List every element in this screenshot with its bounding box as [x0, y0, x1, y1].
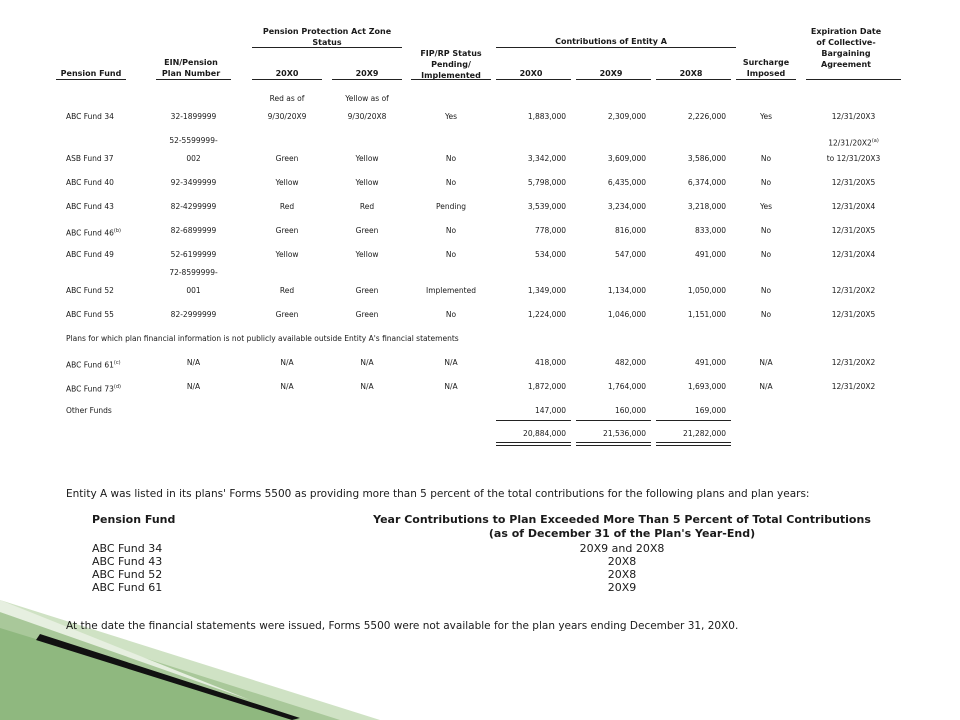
- table-row: [92, 555, 892, 568]
- header-c-20x9: 20X9: [599, 69, 623, 78]
- zone-20x9: Yellow: [355, 250, 379, 259]
- contrib-20x0: 1,349,000: [527, 286, 566, 295]
- contrib-20x8: 491,000: [694, 358, 726, 367]
- zone-20x9: Green: [355, 226, 379, 235]
- zone-20x9: Yellow: [355, 154, 379, 163]
- years-value: 20X9 and 20X8: [579, 542, 665, 555]
- contrib-20x0: 1,872,000: [527, 382, 566, 391]
- expiration: 12/31/20X5: [831, 226, 876, 235]
- contrib-20x8: 6,374,000: [687, 178, 726, 187]
- contrib-20x9: 2,309,000: [607, 112, 646, 121]
- paragraph-forms-5500: Entity A was listed in its plans' Forms 5500 as providing more than 5 percent of the total contributions for the following plans and plan years:: [66, 488, 810, 500]
- years-value: 20X8: [607, 555, 637, 568]
- contrib-20x8: 169,000: [694, 406, 726, 415]
- fip-status: N/A: [444, 382, 458, 391]
- surcharge: N/A: [759, 358, 773, 367]
- surcharge: No: [760, 250, 772, 259]
- fund-name: ABC Fund 40: [66, 178, 114, 187]
- zone-20x9: Red: [359, 202, 375, 211]
- contrib-20x9: 482,000: [614, 358, 646, 367]
- section-label: Plans for which plan financial information is not publicly available outside Entity A's financial statements: [66, 334, 459, 343]
- divider: [496, 420, 571, 421]
- surcharge: No: [760, 226, 772, 235]
- divider: [576, 445, 651, 446]
- fip-status: N/A: [444, 358, 458, 367]
- years-table-header: [92, 513, 892, 527]
- fip-status: No: [445, 154, 457, 163]
- header-expiration: Expiration Date of Collective-Bargaining Agreement: [810, 27, 882, 69]
- fund-name: ABC Fund 52: [66, 286, 114, 295]
- contrib-20x9: 160,000: [614, 406, 646, 415]
- contrib-20x9: 1,134,000: [607, 286, 646, 295]
- contrib-20x9: 547,000: [614, 250, 646, 259]
- expiration: 12/31/20X2: [831, 358, 876, 367]
- divider: [736, 79, 796, 80]
- fip-status: No: [445, 178, 457, 187]
- total-20x0: 20,884,000: [523, 429, 566, 438]
- contrib-20x0: 3,342,000: [527, 154, 566, 163]
- fund-name: ABC Fund 43: [66, 202, 114, 211]
- ein-cell-prefix: 52-5599999-: [169, 136, 218, 145]
- divider: [496, 79, 571, 80]
- surcharge: Yes: [759, 112, 773, 121]
- divider: [252, 79, 322, 80]
- contrib-20x9: 6,435,000: [607, 178, 646, 187]
- divider: [806, 79, 901, 80]
- zone-20x0: Green: [275, 226, 299, 235]
- zone-20x0: Yellow: [275, 250, 299, 259]
- fip-status: No: [445, 226, 457, 235]
- zone-20x9-note: Yellow as of: [345, 94, 389, 103]
- divider: [156, 79, 231, 80]
- divider: [656, 442, 731, 443]
- expiration: 12/31/20X3: [831, 112, 876, 121]
- expiration: 12/31/20X2: [831, 286, 876, 295]
- ein-cell: 52-6199999: [170, 250, 217, 259]
- contrib-20x9: 816,000: [614, 226, 646, 235]
- contrib-20x8: 2,226,000: [687, 112, 726, 121]
- contrib-20x9: 1,046,000: [607, 310, 646, 319]
- years-fund: ABC Fund 61: [92, 581, 163, 594]
- years-table-header-2: [92, 527, 892, 542]
- fund-name: Other Funds: [66, 406, 112, 415]
- contrib-20x0: 418,000: [534, 358, 566, 367]
- ein-cell: 32-1899999: [170, 112, 217, 121]
- contrib-20x0: 534,000: [534, 250, 566, 259]
- header-surcharge: Surcharge Imposed: [742, 58, 790, 78]
- contrib-20x8: 491,000: [694, 250, 726, 259]
- surcharge: No: [760, 286, 772, 295]
- zone-20x0: Red: [279, 286, 295, 295]
- divider: [496, 445, 571, 446]
- expiration-prefix: 12/31/20X2$^{(a)}$: [828, 138, 879, 148]
- surcharge: No: [760, 310, 772, 319]
- zone-20x0: Red: [279, 202, 295, 211]
- zone-20x9: N/A: [360, 382, 374, 391]
- contrib-20x9: 1,764,000: [607, 382, 646, 391]
- contrib-20x9: 3,234,000: [607, 202, 646, 211]
- contrib-20x8: 3,218,000: [687, 202, 726, 211]
- surcharge: N/A: [759, 382, 773, 391]
- zone-20x0: 9/30/20X9: [267, 112, 307, 121]
- fund-name: ABC Fund 55: [66, 310, 114, 319]
- surcharge: Yes: [759, 202, 773, 211]
- ein-cell: 002: [186, 154, 201, 163]
- header-pension-fund: Pension Fund: [60, 69, 122, 78]
- zone-20x0: Yellow: [275, 178, 299, 187]
- contrib-20x8: 3,586,000: [687, 154, 726, 163]
- divider: [656, 79, 731, 80]
- header-ppa-zone-status: Pension Protection Act Zone Status: [262, 27, 392, 47]
- contrib-20x0: 147,000: [534, 406, 566, 415]
- contrib-20x9: 3,609,000: [607, 154, 646, 163]
- contrib-20x0: 3,539,000: [527, 202, 566, 211]
- header-c-20x0: 20X0: [519, 69, 543, 78]
- contrib-20x8: 1,151,000: [687, 310, 726, 319]
- total-20x8: 21,282,000: [683, 429, 726, 438]
- total-20x9: 21,536,000: [603, 429, 646, 438]
- header-ppa-20x9: 20X9: [355, 69, 379, 78]
- expiration: 12/31/20X5: [831, 310, 876, 319]
- fund-name: ABC Fund 49: [66, 250, 114, 259]
- zone-20x0: N/A: [280, 382, 294, 391]
- expiration: 12/31/20X2: [831, 382, 876, 391]
- table-row: [92, 581, 892, 594]
- divider: [576, 442, 651, 443]
- contrib-20x0: 1,883,000: [527, 112, 566, 121]
- years-table: [92, 513, 892, 594]
- fip-status: Implemented: [426, 286, 476, 295]
- ein-cell-prefix: 72-8599999-: [169, 268, 218, 277]
- expiration: 12/31/20X5: [831, 178, 876, 187]
- divider: [411, 79, 491, 80]
- contrib-20x8: 1,693,000: [687, 382, 726, 391]
- ein-cell: 82-6899999: [170, 226, 217, 235]
- divider: [496, 47, 736, 48]
- header-c-20x8: 20X8: [679, 69, 703, 78]
- surcharge: No: [760, 178, 772, 187]
- divider: [332, 79, 402, 80]
- ein-cell: 92-3499999: [170, 178, 217, 187]
- zone-20x0: N/A: [280, 358, 294, 367]
- zone-20x9: Green: [355, 286, 379, 295]
- years-header-year-sub: (as of December 31 of the Plan's Year-End): [488, 527, 756, 540]
- divider: [252, 47, 402, 48]
- contrib-20x0: 778,000: [534, 226, 566, 235]
- fip-status: No: [445, 250, 457, 259]
- divider: [656, 420, 731, 421]
- fund-name: ABC Fund 34: [66, 112, 114, 121]
- header-fip-status: FIP/RP Status Pending/ Implemented: [420, 49, 482, 80]
- fund-name: ABC Fund 46$^{(b)}$: [66, 228, 121, 238]
- ein-cell: N/A: [186, 358, 201, 367]
- fip-status: Pending: [436, 202, 466, 211]
- divider: [576, 420, 651, 421]
- fund-name: ABC Fund 73$^{(d)}$: [66, 384, 121, 394]
- header-ein: EIN/Pension Plan Number: [161, 58, 221, 78]
- zone-20x0: Green: [275, 310, 299, 319]
- divider: [496, 442, 571, 443]
- zone-20x0-note: Red as of: [269, 94, 305, 103]
- zone-20x9: Yellow: [355, 178, 379, 187]
- ein-cell: 82-4299999: [170, 202, 217, 211]
- divider: [56, 79, 126, 80]
- years-fund: ABC Fund 34: [92, 542, 163, 555]
- header-ppa-20x0: 20X0: [275, 69, 299, 78]
- contrib-20x8: 1,050,000: [687, 286, 726, 295]
- zone-20x9: N/A: [360, 358, 374, 367]
- ein-cell: 82-2999999: [170, 310, 217, 319]
- surcharge: No: [760, 154, 772, 163]
- zone-20x0: Green: [275, 154, 299, 163]
- expiration: 12/31/20X4: [831, 250, 876, 259]
- contrib-20x8: 833,000: [694, 226, 726, 235]
- expiration: to 12/31/20X3: [826, 154, 881, 163]
- fip-status: No: [445, 310, 457, 319]
- contrib-20x0: 5,798,000: [527, 178, 566, 187]
- years-fund: ABC Fund 52: [92, 568, 163, 581]
- years-value: 20X8: [607, 568, 637, 581]
- fip-status: Yes: [444, 112, 458, 121]
- divider: [656, 445, 731, 446]
- table-row: [92, 542, 892, 555]
- zone-20x9: Green: [355, 310, 379, 319]
- divider: [576, 79, 651, 80]
- fund-name: ASB Fund 37: [66, 154, 114, 163]
- expiration: 12/31/20X4: [831, 202, 876, 211]
- table-row: [92, 568, 892, 581]
- fund-name: ABC Fund 61$^{(c)}$: [66, 360, 121, 370]
- years-fund: ABC Fund 43: [92, 555, 163, 568]
- years-value: 20X9: [607, 581, 637, 594]
- ein-cell: 001: [186, 286, 201, 295]
- ein-cell: N/A: [186, 382, 201, 391]
- years-header-year: Year Contributions to Plan Exceeded More Than 5 Percent of Total Contributions: [373, 513, 871, 526]
- header-contributions: Contributions of Entity A: [555, 37, 667, 46]
- contrib-20x0: 1,224,000: [527, 310, 566, 319]
- zone-20x9: 9/30/20X8: [347, 112, 387, 121]
- years-header-fund: Pension Fund: [92, 513, 176, 526]
- paragraph-forms-not-available: At the date the financial statements were issued, Forms 5500 were not available for the plan years ending December 31, 20X0.: [66, 620, 739, 632]
